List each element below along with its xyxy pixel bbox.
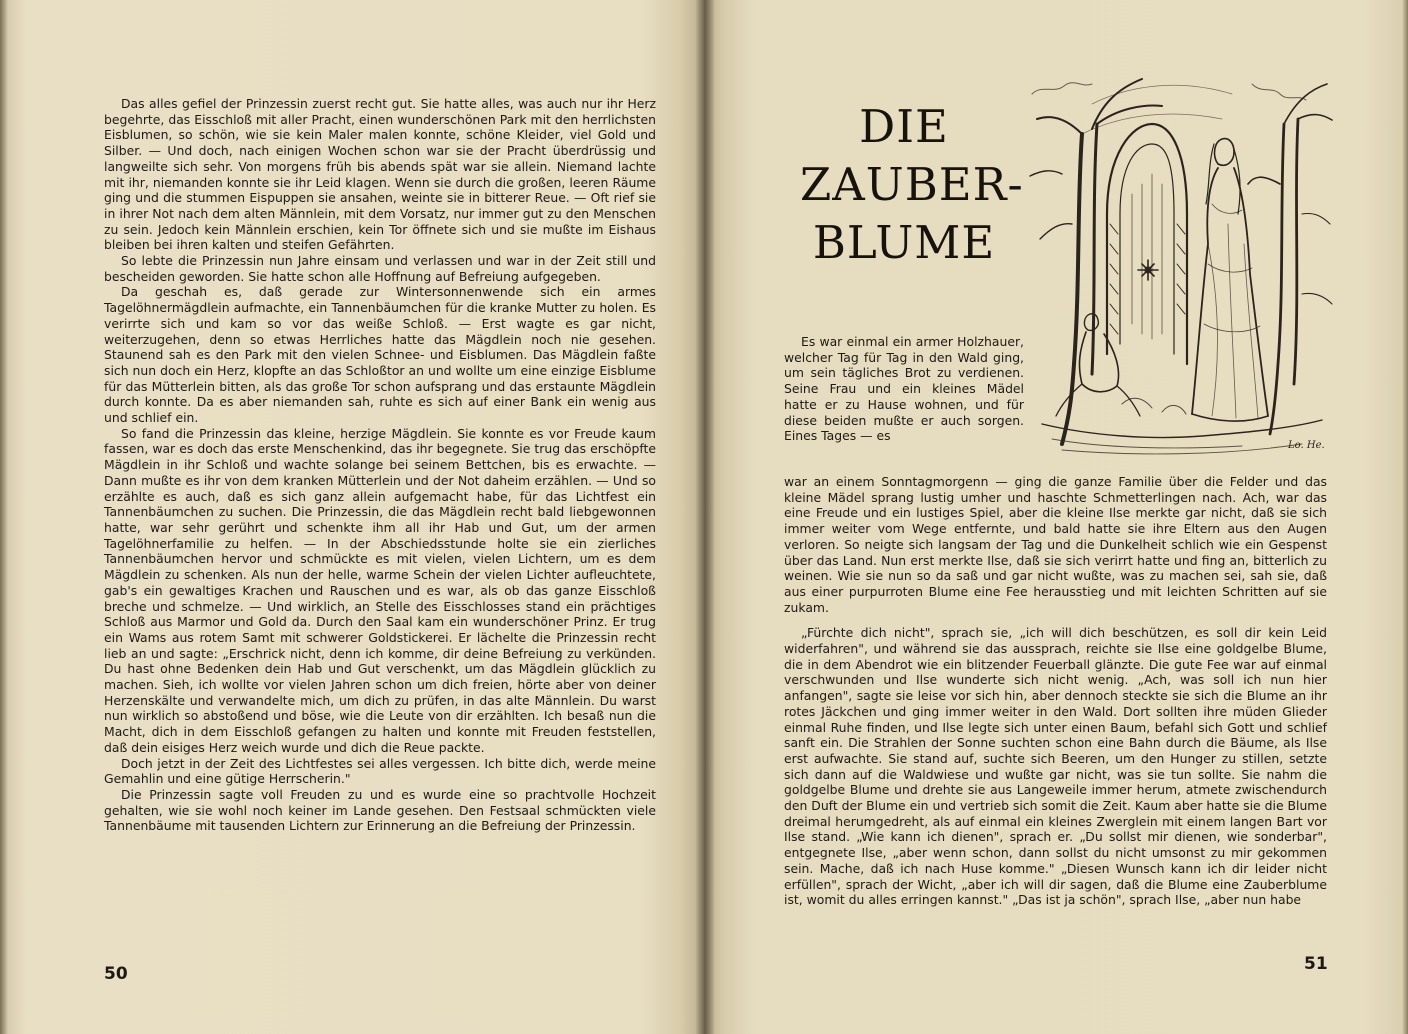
left-paragraph-6: Die Prinzessin sagte voll Freuden zu und es wurde eine so prachtvolle Hochzeit gehalten, wie sie wohl noch keiner im Lande gesehen. Den Festsaal schmückten viele Tannenbäume mit tausenden Lichtern zur Erinnerung an die Befreiung der Prinzessin. (104, 786, 656, 834)
right-intro-text (784, 334, 1024, 444)
book-gutter-shadow (696, 0, 714, 1034)
story-title-line-3: BLUME (812, 216, 996, 269)
left-paragraph-3: Da geschah es, daß gerade zur Wintersonnenwende sich ein armes Tagelöhnermägdlein aufmachte, ein Tannenbäumchen für die kranke Mutter zu holen. Es verirrte sich und kam so vor das weiße Schloß. — Erst wagte es gar nicht, weiterzugehen, denn so etwas Herrliches hatte das Mägdlein noch nie gesehen. Staunend sah es den Park mit den vielen Schnee- und Eisblumen. Das Mägdlein faßte sich nun doch ein Herz, klopfte an das Schloßtor an und wollte um eine einzige Eisblume für das Mütterlein bitten, als das große Tor schon aufsprang und das erstaunte Mägdlein durch konnte. Da es aber niemanden sah, ruhte es sich auf einer Bank ein wenig aus und schlief ein. (104, 284, 656, 426)
left-paragraph-2: So lebte die Prinzessin nun Jahre einsam und verlassen und war in der Zeit still und bescheiden geworden. Sie hatte schon alle Hoffnung auf Befreiung aufgegeben. (104, 253, 656, 284)
left-page-edge-shadow (0, 0, 8, 1034)
page-number-right: 51 (1304, 954, 1328, 974)
right-main-text (784, 474, 1327, 908)
story-title (800, 98, 1024, 272)
left-page-text (104, 96, 656, 834)
left-paragraph-4: So fand die Prinzessin das kleine, herzige Mägdlein. Sie konnte es vor Freude kaum fassen, war es doch das erste Menschenkind, das ihr begegnete. Sie trug das erschöpfte Mägdlein in ihr Schloß und wachte solange bei seinem Bettchen, bis es erwachte. — Dann mußte es ihr von dem kranken Mütterlein und der Not daheim erzählen. — Und so erzählte es auch, daß es sich ganz allein aufgemacht habe, für das Lichtfest ein Tannenbäumchen zu suchen. Die Prinzessin, die das Mägdlein recht bald liebgewonnen hatte, war sehr gerührt und schenkte ihm all ihr Hab und Gut, um der armen Tagelöhnerfamilie zu helfen. — In der Abschiedsstunde holte sie ein zierliches Tannenbäumchen hervor und schmückte es mit vielen, vielen Lichtern, um es dem Mägdlein zu schenken. Als nun der helle, warme Schein der vielen Lichter aufleuchtete, gab's ein gewaltiges Krachen und Rauschen und es war, als ob das ganze Eisschloß breche und schmelze. — Und wirklich, an Stelle des Eisschlosses stand ein prächtiges Schloß aus Marmor und Gold da. Durch den Saal kam ein wunderschöner Prinz. Er trug ein Wams aus rotem Samt mit schwerer Goldstickerei. Er lächelte die Prinzessin recht lieb an und sagte: „Erschrick nicht, denn ich komme, dir deine Befreiung zu verkünden. Du hast ohne Bedenken dein Hab und Gut verschenkt, um das Mägdlein glücklich zu machen. Sieh, ich wollte vor vielen Jahren schon um dich freien, hörte aber von deiner Herzenskälte und verwandelte mich, um dich zu prüfen, in das alte Männlein. Du warst nun wirklich so abstoßend und böse, wie die Leute von dir erzählten. Ich besaß nun die Macht, dich in dem Eisschloß gefangen zu halten und konnte mit Freuden feststellen, daß dein eisiges Herz weich wurde und dich die Reue packte. (104, 425, 656, 755)
left-paragraph-1: Das alles gefiel der Prinzessin zuerst recht gut. Sie hatte alles, was auch nur ihr Herz begehrte, das Eisschloß mit aller Pracht, einen wunderschönen Park mit den herrlichsten Eisblumen, so schön, wie sie kein Maler malen konnte, schöne Kleider, viel Gold und Silber. — Und doch, nach einigen Wochen schon war sie der Pracht überdrüssig und langweilte sich sehr. Von morgens früh bis abends spät war sie allein. Niemand lachte mit ihr, niemanden konnte sie ihr Leid klagen. Wenn sie durch die großen, leeren Räume ging und die stummen Eispuppen sie ansahen, weinte sie in bitterer Reue. — Oft rief sie in ihrer Not nach dem alten Männlein, mit dem Vorsatz, nur immer gut zu den Menschen zu sein. Jedoch kein Männlein erschien, kein Tor öffnete sich und sie mußte im Eishaus bleiben bei ihren kalten und steifen Gefährten. (104, 96, 656, 253)
right-paragraph-1: war an einem Sonntagmorgenn — ging die ganze Familie über die Felder und das kleine Mädel sprang lustig umher und haschte Schmetterlingen nach. Ach, war das eine Freude und ein lustiges Spiel, aber die kleine Ilse merkte gar nicht, daß sie sich immer weiter vom Wege entfernte, und bald hatte sie ihre Eltern aus den Augen verloren. So neigte sich langsam der Tag und die Dunkelheit schlich wie ein Gespenst über das Land. Nun erst merkte Ilse, daß sie sich verirrt hatte und fing an, bitterlich zu weinen. Wie sie nun so da saß und gar nicht wußte, was zu machen sei, sah sie, daß aus einer purpurroten Blume eine Fee herausstieg und mit leichten Schritten auf sie zukam. (784, 474, 1327, 615)
left-paragraph-5: Doch jetzt in der Zeit des Lichtfestes sei alles vergessen. Ich bitte dich, werde meine Gemahlin und eine gütige Herrscherin." (104, 755, 656, 787)
right-page (704, 0, 1408, 1034)
right-paragraph-2: „Fürchte dich nicht", sprach sie, „ich will dich beschützen, es soll dir kein Leid widerfahren", und während sie das aussprach, reichte sie Ilse eine goldgelbe Blume, die in dem Abendrot wie ein blitzender Feuerball glänzte. Die gute Fee war auf einmal verschwunden und Ilse wunderte sich nicht wenig. „Ach, was soll ich nun hier anfangen", sagte sie leise vor sich hin, aber dennoch steckte sie sich die Blume an ihr rotes Jäckchen und ging immer weiter in den Wald. Dort sollten ihre müden Glieder einmal Ruhe finden, und Ilse legte sich unter einen Baum, befahl sich Gott und schlief sanft ein. Die Strahlen der Sonne suchten schon eine Bahn durch die Bäume, als Ilse erst aufwachte. Sie stand auf, suchte sich Beeren, um den Hunger zu stillen, setzte sich dann auf die Waldwiese und wußte gar nicht, was sie tun sollte. Sie nahm die goldgelbe Blume und drehte sie aus Langeweile immer herum, atmete zwischendurch den Duft der Blume ein und vertrieb sich somit die Zeit. Kaum aber hatte sie die Blume dreimal herumgedreht, als auf einmal ein kleines Zwerglein mit einem langen Bart vor Ilse stand. „Wie kann ich dienen", sprach er. „Du sollst mir dienen, wie sonderbar", entgegnete Ilse, „aber wenn schon, dann sollst du nicht umsonst zu mir gekommen sein. Mache, daß ich nach Huse komme." „Diesen Wunsch kann ich dir leider nicht erfüllen", sprach der Wicht, „aber ich will dir sagen, daß die Blume eine Zauberblume ist, womit du alles erringen kannst." „Das ist ja schön", sprach Ilse, „aber nun habe (784, 625, 1327, 908)
page-number-left: 50 (104, 964, 128, 984)
fairy-forest-illustration (1022, 64, 1334, 456)
right-intro-paragraph: Es war einmal ein armer Holzhauer, welcher Tag für Tag in den Wald ging, um sein tägliches Brot zu verdienen. Seine Frau und ein kleines Mädel hatte er zu Hause wohnen, und für diese beiden mußte er auch sorgen. Eines Tages — es (784, 334, 1024, 444)
story-title-line-1: DIE (859, 100, 949, 153)
right-page-edge-shadow (1402, 0, 1408, 1034)
story-title-line-2: ZAUBER- (800, 158, 1024, 211)
illustration-signature: Lo. He. (1288, 440, 1325, 451)
